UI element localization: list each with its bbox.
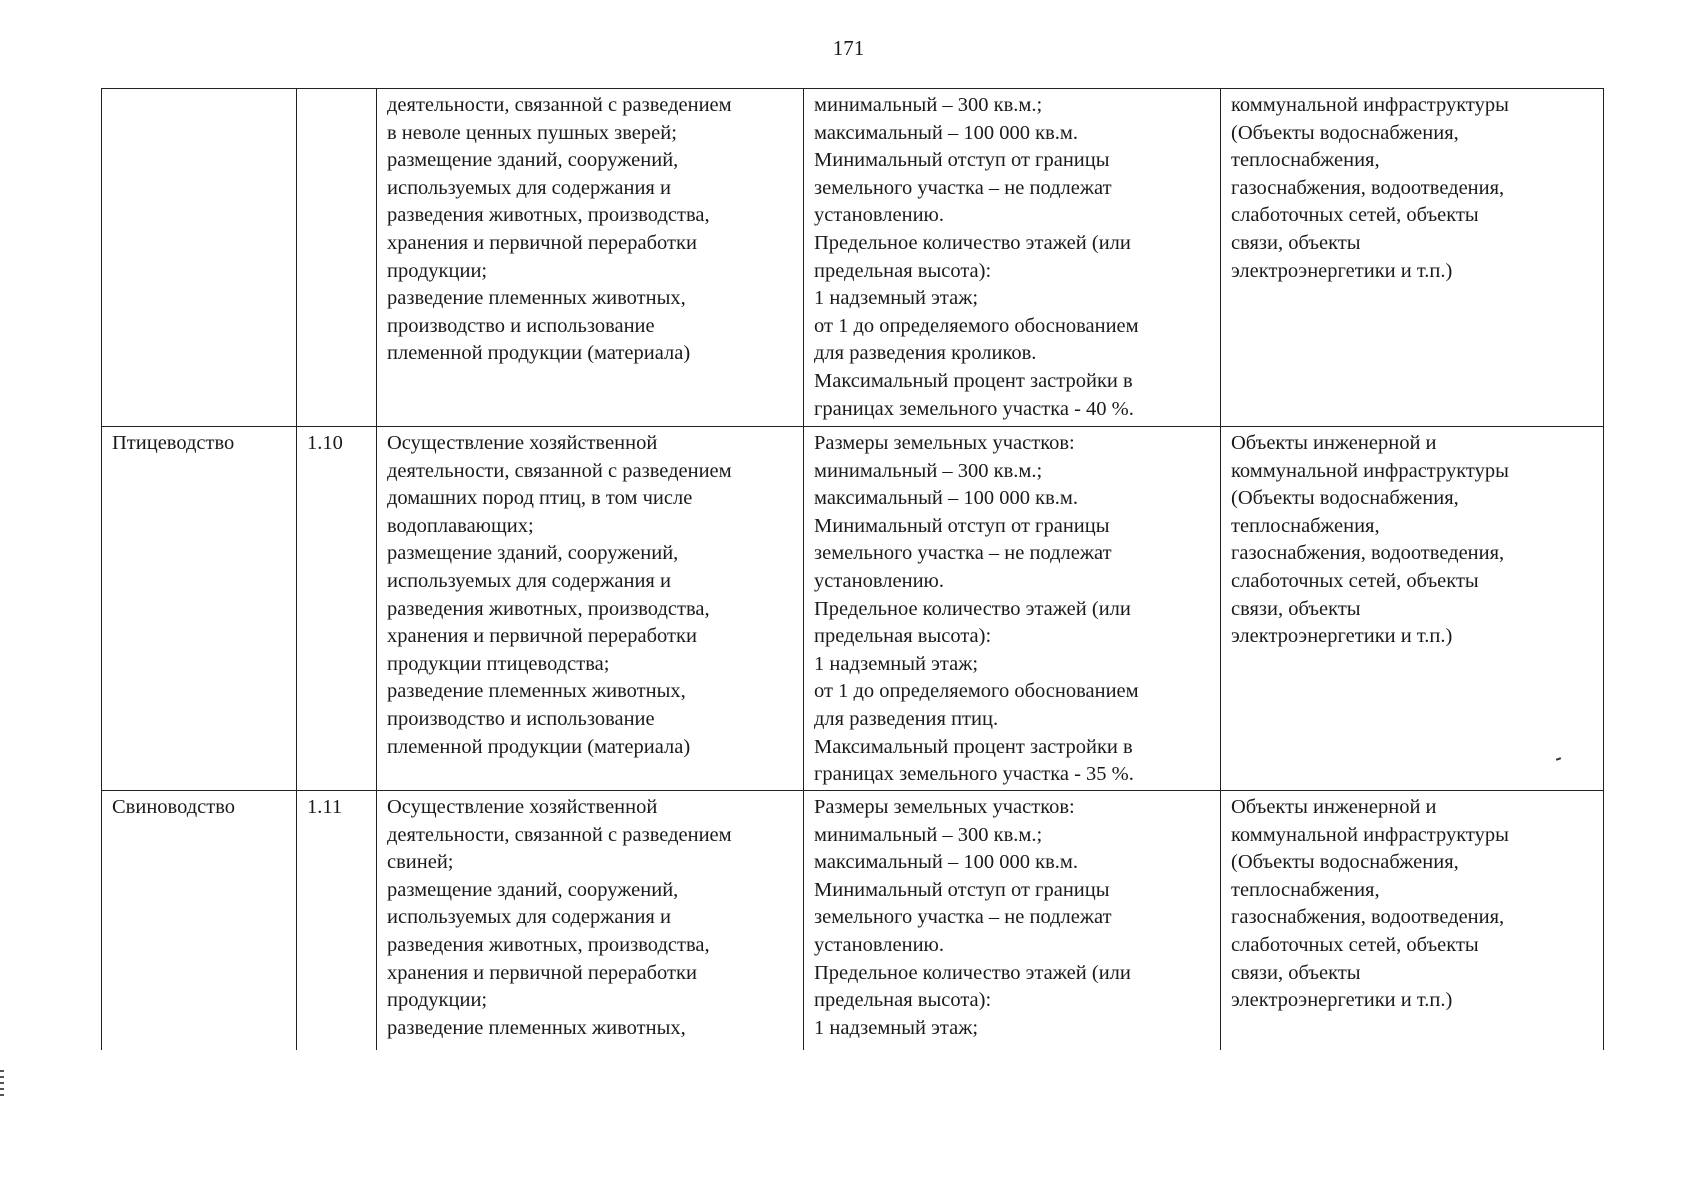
table-row-poultry [102,427,1604,791]
use-type-code-cell: 1.11 [297,791,377,1051]
use-type-name-cell [102,89,297,427]
use-description-cell: деятельности, связанной с разведением в неволе ценных пушных зверей; размещение зданий, сооружений, используемых для содержания и разведения животных, производства, хранения и первичной переработки продукции; разведение племенных животных, производство и использование племенной продукции (материала) [377,89,804,427]
parameters-cell: минимальный – 300 кв.м.; максимальный – 100 000 кв.м. Минимальный отступ от границы земельного участка – не подлежат установлению. Предельное количество этажей (или предельная высота): 1 надземный этаж; от 1 до определяемого обоснованием для разведения кроликов. Максимальный процент застройки в границах земельного участка - 40 %. [804,89,1221,427]
table-row-fur-farming-continued [102,89,1604,427]
parameters-cell: Размеры земельных участков: минимальный – 300 кв.м.; максимальный – 100 000 кв.м. Минимальный отступ от границы земельного участка – не подлежат установлению. Предельное количество этажей (или предельная высота): 1 надземный этаж; [804,791,1221,1051]
auxiliary-objects-cell: Объекты инженерной и коммунальной инфраструктуры (Объекты водоснабжения, теплоснабжения, газоснабжения, водоотведения, слаботочных сетей, объекты связи, объекты электроэнергетики и т.п.) [1221,791,1604,1051]
land-use-regulations-table [101,88,1604,1050]
parameters-cell: Размеры земельных участков: минимальный – 300 кв.м.; максимальный – 100 000 кв.м. Минимальный отступ от границы земельного участка – не подлежат установлению. Предельное количество этажей (или предельная высота): 1 надземный этаж; от 1 до определяемого обоснованием для разведения птиц. Максимальный процент застройки в границах земельного участка - 35 %. [804,427,1221,791]
use-type-name-cell: Птицеводство [102,427,297,791]
use-description-cell: Осуществление хозяйственной деятельности, связанной с разведением домашних пород птиц, в том числе водоплавающих; размещение зданий, сооружений, используемых для содержания и разведения животных, производства, хранения и первичной переработки продукции птицеводства; разведение племенных животных, производство и использование племенной продукции (материала) [377,427,804,791]
table-row-pig-farming [102,791,1604,1051]
use-type-name-cell: Свиноводство [102,791,297,1051]
scan-edge-mark [0,1070,4,1100]
auxiliary-objects-cell: Объекты инженерной и коммунальной инфраструктуры (Объекты водоснабжения, теплоснабжения, газоснабжения, водоотведения, слаботочных сетей, объекты связи, объекты электроэнергетики и т.п.) [1221,427,1604,791]
auxiliary-objects-cell: коммунальной инфраструктуры (Объекты водоснабжения, теплоснабжения, газоснабжения, водоотведения, слаботочных сетей, объекты связи, объекты электроэнергетики и т.п.) [1221,89,1604,427]
use-description-cell: Осуществление хозяйственной деятельности, связанной с разведением свиней; размещение зданий, сооружений, используемых для содержания и разведения животных, производства, хранения и первичной переработки продукции; разведение племенных животных, [377,791,804,1051]
page-number: 171 [832,36,865,60]
use-type-code-cell [297,89,377,427]
use-type-code-cell: 1.10 [297,427,377,791]
